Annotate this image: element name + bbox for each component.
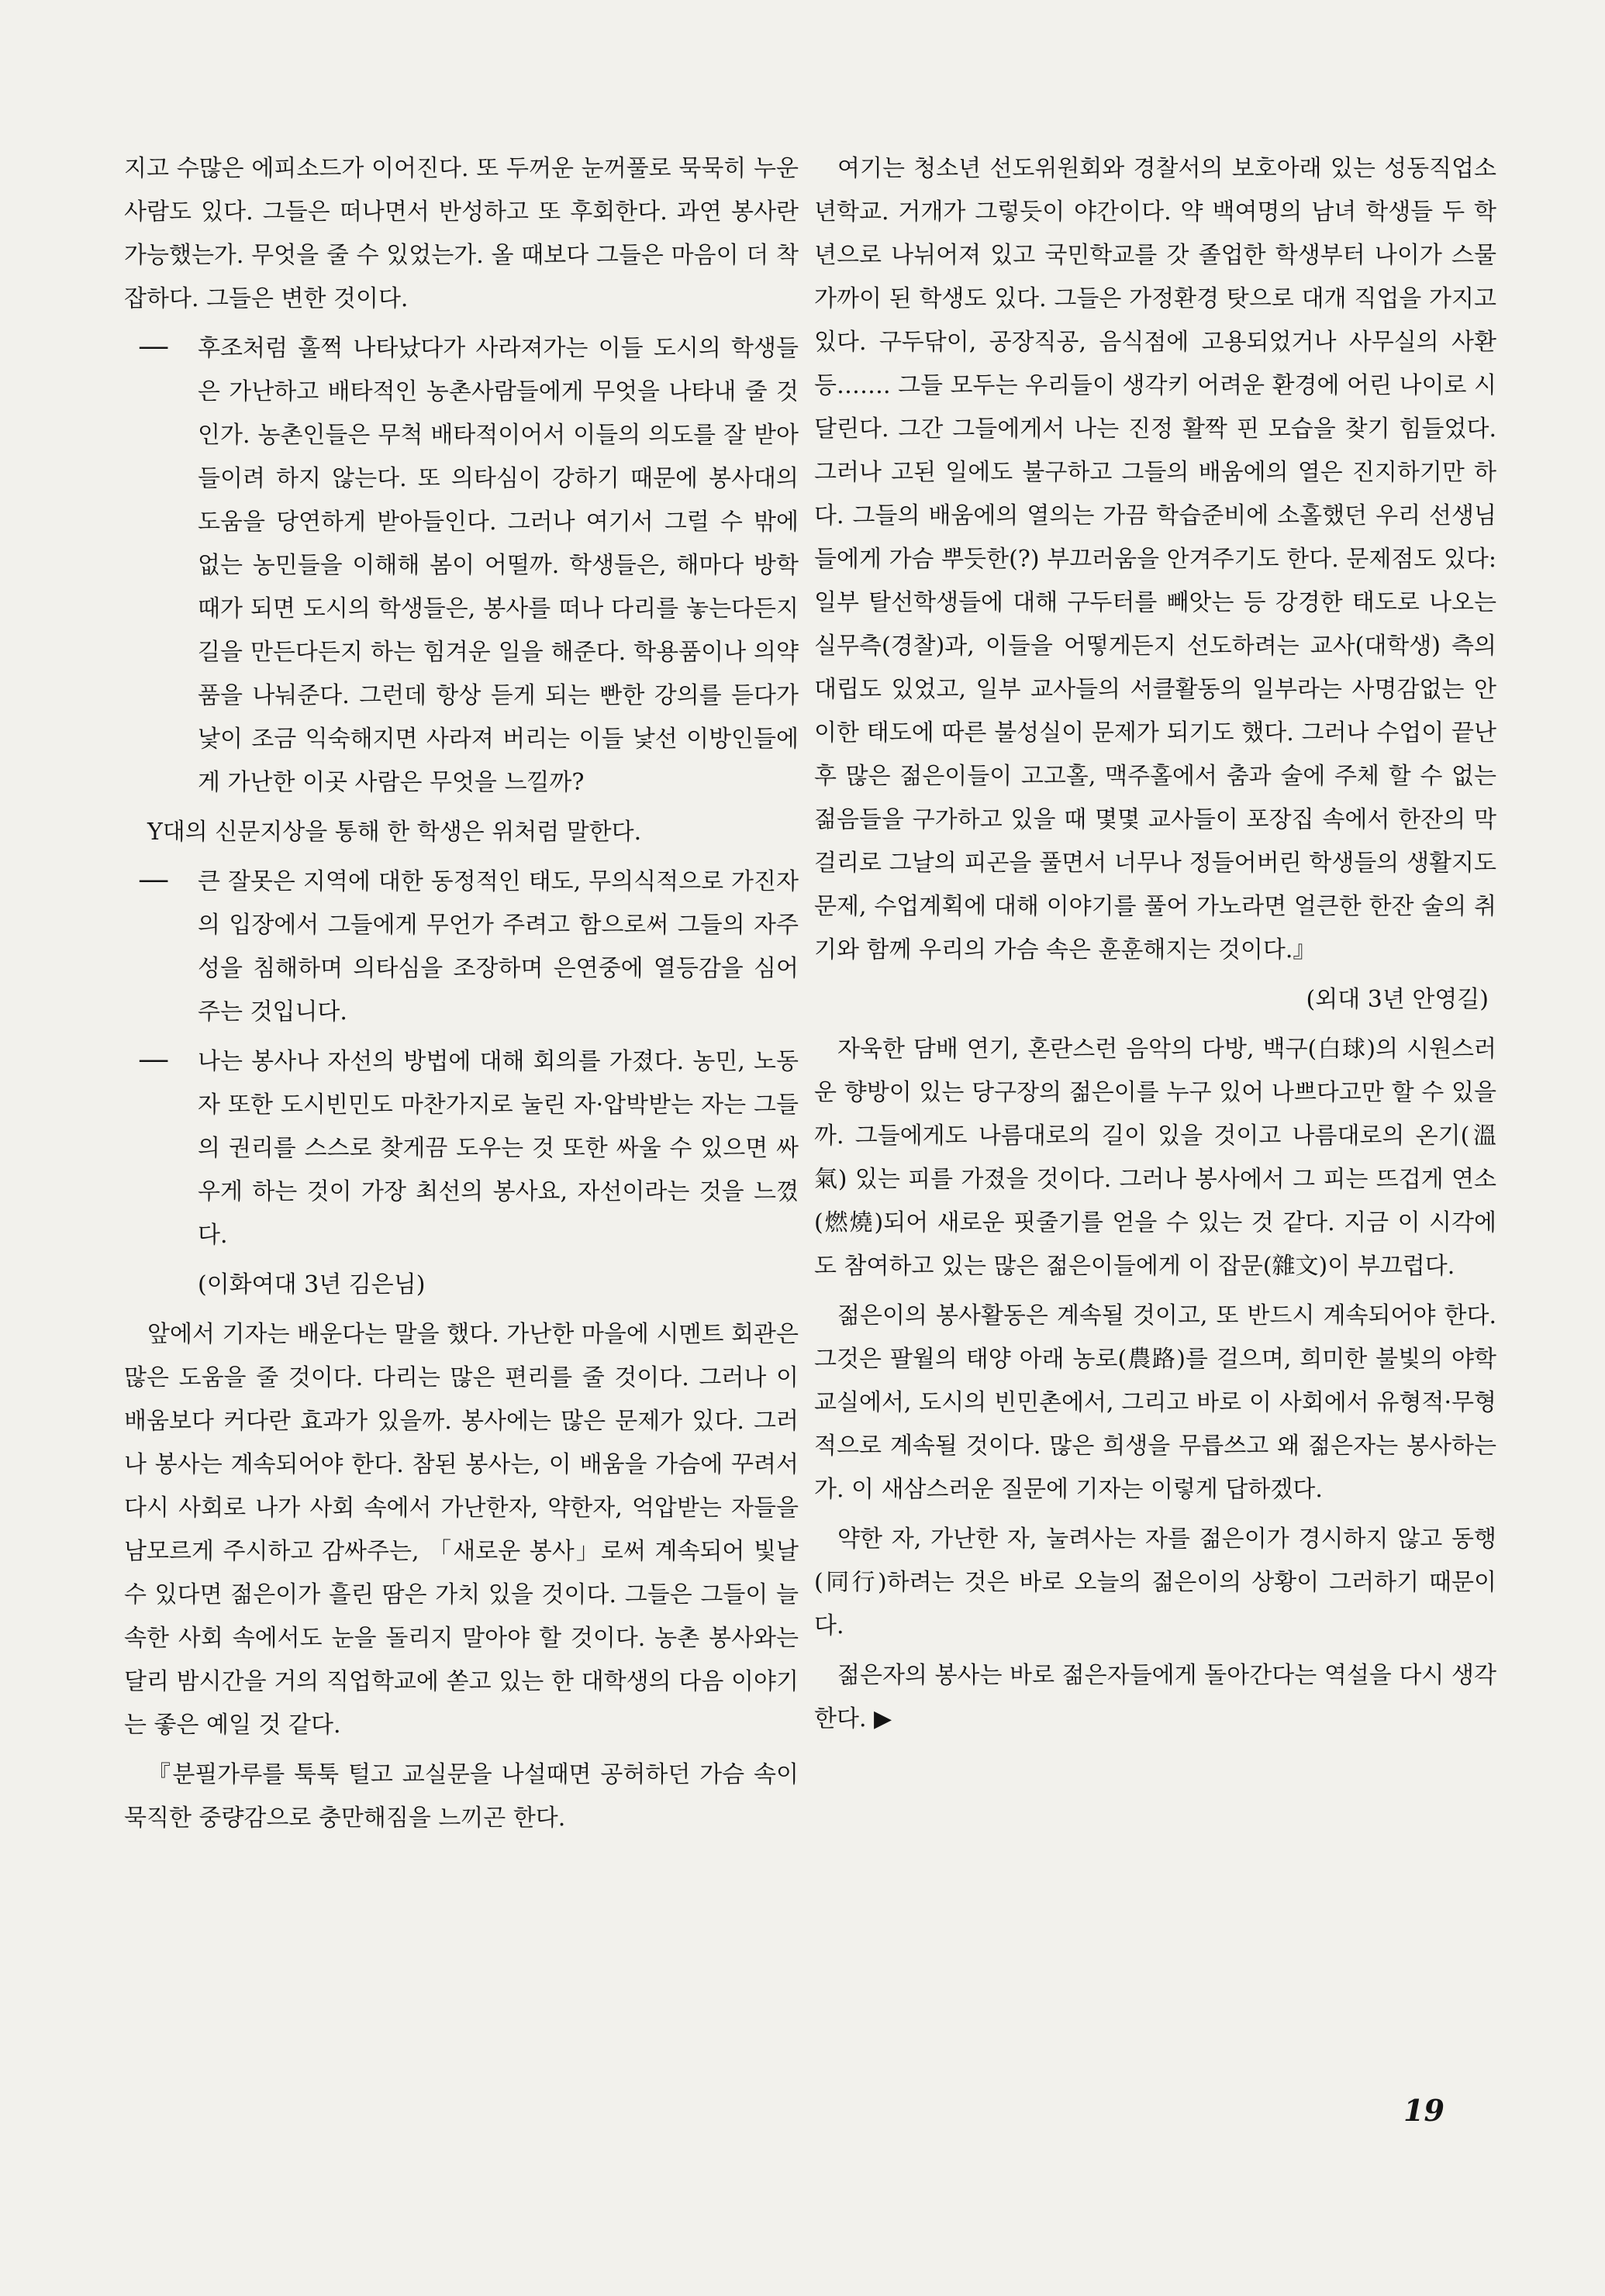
- y-university-quote: [124, 860, 799, 1034]
- ewha-quote-text: 나는 봉사나 자선의 방법에 대해 회의를 가졌다. 농민, 노동자 또한 도시빈민도 마찬가지로 눌린 자·압박받는 자는 그들의 권리를 스스로 찾게끔 도우는 것 또한 싸울 수 있으면 싸우게 하는 것이 가장 최선의 봉사요, 자선이라는 것을 느꼈다.: [198, 1048, 799, 1249]
- quote-dash: ──: [140, 1048, 168, 1075]
- y-university-quote-text: 큰 잘못은 지역에 대한 동정적인 태도, 무의식적으로 가진자의 입장에서 그들에게 무언가 주려고 함으로써 그들의 자주성을 침해하며 의타심을 조장하며 은연중에 열등감을 심어주는 것입니다.: [198, 868, 799, 1026]
- service-continues-paragraph: 젊은이의 봉사활동은 계속될 것이고, 또 반드시 계속되어야 한다. 그것은 팔월의 태양 아래 농로(農路)를 걸으며, 희미한 불빛의 야학교실에서, 도시의 빈민촌에서, 그리고 바로 이 사회에서 유형적·무형적으로 계속될 것이다. 많은 희생을 무릅쓰고 왜 젊은자는 봉사하는가. 이 새삼스러운 질문에 기자는 이렇게 답하겠다.: [814, 1302, 1496, 1503]
- quote-dash: ──: [140, 335, 168, 362]
- page-number: 19: [1403, 2093, 1444, 2128]
- right-column: [814, 147, 1496, 1747]
- weak-paragraph: 약한 자, 가난한 자, 눌려사는 자를 젊은이가 경시하지 않고 동행(同行)하려는 것은 바로 오늘의 젊은이의 상황이 그러하기 때문이다.: [814, 1525, 1496, 1639]
- ewha-quote: [124, 1040, 799, 1257]
- youth-paragraph: 자욱한 담배 연기, 혼란스런 음악의 다방, 백구(白球)의 시원스러운 향방이 있는 당구장의 젊은이를 누구 있어 나쁘다고만 할 수 있을까. 그들에게도 나름대로의 길이 있을 것이고 나름대로의 온기(溫氣) 있는 피를 가졌을 것이다. 그러나 봉사에서 그 피는 뜨겁게 연소(燃燒)되어 새로운 핏줄기를 얻을 수 있는 것 같다. 지금 이 시각에도 참여하고 있는 많은 젊은이들에게 이 잡문(雜文)이 부끄럽다.: [814, 1036, 1496, 1280]
- left-column: [124, 147, 799, 1846]
- farmer-quote-text: 후조처럼 훌쩍 나타났다가 사라져가는 이들 도시의 학생들은 가난하고 배타적인 농촌사람들에게 무엇을 나타내 줄 것인가. 농촌인들은 무척 배타적이어서 이들의 의도를 잘 받아들이려 하지 않는다. 또 의타심이 강하기 때문에 봉사대의 도움을 당연하게 받아들인다. 그러나 여기서 그럴 수 밖에 없는 농민들을 이해해 봄이 어떨까. 학생들은, 해마다 방학때가 되면 도시의 학생들은, 봉사를 떠나 다리를 놓는다든지 길을 만든다든지 하는 힘겨운 일을 해준다. 학용품이나 의약품을 나눠준다. 그런데 항상 듣게 되는 빤한 강의를 듣다가 낯이 조금 익숙해지면 사라져 버리는 이들 낯선 이방인들에게 가난한 이곳 사람은 무엇을 느낄까?: [198, 335, 799, 796]
- body-paragraph: 앞에서 기자는 배운다는 말을 했다. 가난한 마을에 시멘트 회관은 많은 도움을 줄 것이다. 다리는 많은 편리를 줄 것이다. 그러나 이 배움보다 커다란 효과가 있을까. 봉사에는 많은 문제가 있다. 그러나 봉사는 계속되어야 한다. 참된 봉사는, 이 배움을 가슴에 꾸려서 다시 사회로 나가 사회 속에서 가난한자, 약한자, 억압받는 자들을 남모르게 주시하고 감싸주는, 「새로운 봉사」로써 계속되어 빛날 수 있다면 젊은이가 흘린 땀은 가치 있을 것이다. 그들은 그들이 늘 속한 사회 속에서도 눈을 돌리지 말아야 할 것이다. 농촌 봉사와는 달리 밤시간을 거의 직업학교에 쏟고 있는 한 대학생의 다음 이야기는 좋은 예일 것 같다.: [124, 1321, 799, 1739]
- letter-start-paragraph: 『분필가루를 툭툭 털고 교실문을 나설때면 공허하던 가슴 속이 묵직한 중량감으로 충만해짐을 느끼곤 한다.: [124, 1761, 799, 1832]
- farmer-quote: [124, 327, 799, 805]
- letter-credit: (외대 3년 안영길): [1306, 986, 1489, 1013]
- letter-continued-paragraph: 여기는 청소년 선도위원회와 경찰서의 보호아래 있는 성동직업소년학교. 거개가 그렇듯이 야간이다. 약 백여명의 남녀 학생들 두 학년으로 나뉘어져 있고 국민학교를 갓 졸업한 학생부터 나이가 스물 가까이 된 학생도 있다. 그들은 가정환경 탓으로 대개 직업을 가지고 있다. 구두닦이, 공장직공, 음식점에 고용되었거나 사무실의 사환 등……. 그들 모두는 우리들이 생각키 어려운 환경에 어린 나이로 시달린다. 그간 그들에게서 나는 진정 활짝 핀 모습을 찾기 힘들었다. 그러나 고된 일에도 불구하고 그들의 배움에의 열은 진지하기만 하다. 그들의 배움에의 열의는 가끔 학습준비에 소홀했던 우리 선생님들에게 가슴 뿌듯한(?) 부끄러움을 안겨주기도 한다. 문제점도 있다: 일부 탈선학생들에 대해 구두터를 빼앗는 등 강경한 태도로 나오는 실무측(경찰)과, 이들을 어떻게든지 선도하려는 교사(대학생) 측의 대립도 있었고, 일부 교사들의 서클활동의 일부라는 사명감없는 안이한 태도에 따른 불성실이 문제가 되기도 했다. 그러나 수업이 끝난 후 많은 젊은이들이 고고홀, 맥주홀에서 춤과 술에 주체 할 수 없는 젊음들을 구가하고 있을 때 몇몇 교사들이 포장집 속에서 한잔의 막걸리로 그날의 피곤을 풀면서 너무나 정들어버린 학생들의 생활지도문제, 수업계획에 대해 이야기를 풀어 가노라면 얼큰한 한잔 술의 취기와 함께 우리의 가슴 속은 훈훈해지는 것이다.』: [814, 155, 1496, 964]
- transition-paragraph: Y대의 신문지상을 통해 한 학생은 위처럼 말한다.: [147, 819, 642, 846]
- quote-dash: ──: [140, 868, 168, 895]
- paradox-paragraph: 젊은자의 봉사는 바로 젊은자들에게 돌아간다는 역설을 다시 생각한다. ▶: [814, 1662, 1496, 1732]
- ewha-quote-credit: (이화여대 3년 김은님): [198, 1271, 426, 1298]
- intro-paragraph: 지고 수많은 에피소드가 이어진다. 또 두꺼운 눈꺼풀로 묵묵히 누운 사람도 있다. 그들은 떠나면서 반성하고 또 후회한다. 과연 봉사란 가능했는가. 무엇을 줄 수 있었는가. 올 때보다 그들은 마음이 더 착잡하다. 그들은 변한 것이다.: [124, 155, 799, 312]
